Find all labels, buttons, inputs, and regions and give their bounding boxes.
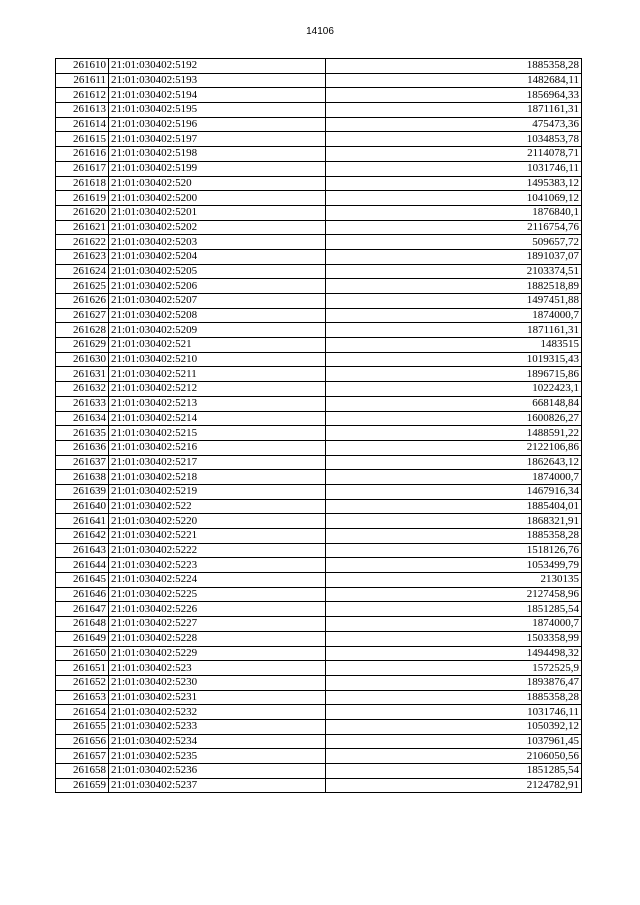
row-number-cell: 261621	[56, 220, 109, 235]
cadastral-number-cell: 21:01:030402:5220	[109, 514, 326, 529]
row-number-cell: 261615	[56, 132, 109, 147]
value-cell: 1874000,7	[326, 617, 582, 632]
cadastral-number-cell: 21:01:030402:5228	[109, 631, 326, 646]
value-cell: 2127458,96	[326, 587, 582, 602]
row-number-cell: 261636	[56, 440, 109, 455]
table-row	[56, 558, 582, 573]
table-row	[56, 264, 582, 279]
cadastral-number-cell: 21:01:030402:523	[109, 661, 326, 676]
table-row	[56, 161, 582, 176]
cadastral-number-cell: 21:01:030402:5203	[109, 235, 326, 250]
table-row	[56, 529, 582, 544]
cadastral-number-cell: 21:01:030402:5198	[109, 147, 326, 162]
value-cell: 1019315,43	[326, 352, 582, 367]
row-number-cell: 261637	[56, 455, 109, 470]
row-number-cell: 261618	[56, 176, 109, 191]
row-number-cell: 261652	[56, 675, 109, 690]
value-cell: 1862643,12	[326, 455, 582, 470]
value-cell: 1896715,86	[326, 367, 582, 382]
row-number-cell: 261650	[56, 646, 109, 661]
value-cell: 1031746,11	[326, 705, 582, 720]
cadastral-number-cell: 21:01:030402:5233	[109, 719, 326, 734]
row-number-cell: 261634	[56, 411, 109, 426]
row-number-cell: 261647	[56, 602, 109, 617]
cadastral-number-cell: 21:01:030402:5208	[109, 308, 326, 323]
value-cell: 668148,84	[326, 396, 582, 411]
value-cell: 1874000,7	[326, 308, 582, 323]
table-row	[56, 675, 582, 690]
row-number-cell: 261633	[56, 396, 109, 411]
table-row	[56, 719, 582, 734]
value-cell: 1572525,9	[326, 661, 582, 676]
value-cell: 1851285,54	[326, 602, 582, 617]
table-row	[56, 499, 582, 514]
cadastral-number-cell: 21:01:030402:5225	[109, 587, 326, 602]
value-cell: 2116754,76	[326, 220, 582, 235]
cadastral-number-cell: 21:01:030402:5229	[109, 646, 326, 661]
table-row	[56, 308, 582, 323]
value-cell: 1856964,33	[326, 88, 582, 103]
table-row	[56, 646, 582, 661]
table-row	[56, 103, 582, 118]
table-row	[56, 352, 582, 367]
value-cell: 1518126,76	[326, 543, 582, 558]
table-row	[56, 470, 582, 485]
row-number-cell: 261624	[56, 264, 109, 279]
table-row	[56, 617, 582, 632]
value-cell: 1022423,1	[326, 382, 582, 397]
value-cell: 1600826,27	[326, 411, 582, 426]
value-cell: 2103374,51	[326, 264, 582, 279]
row-number-cell: 261632	[56, 382, 109, 397]
value-cell: 1882518,89	[326, 279, 582, 294]
cadastral-number-cell: 21:01:030402:5234	[109, 734, 326, 749]
cadastral-number-cell: 21:01:030402:5200	[109, 191, 326, 206]
table-row	[56, 249, 582, 264]
table-row	[56, 88, 582, 103]
value-cell: 1034853,78	[326, 132, 582, 147]
cadastral-number-cell: 21:01:030402:521	[109, 338, 326, 353]
cadastral-number-cell: 21:01:030402:5226	[109, 602, 326, 617]
cadastral-number-cell: 21:01:030402:5212	[109, 382, 326, 397]
value-cell: 1871161,31	[326, 103, 582, 118]
cadastral-number-cell: 21:01:030402:5204	[109, 249, 326, 264]
value-cell: 1483515	[326, 338, 582, 353]
row-number-cell: 261653	[56, 690, 109, 705]
cadastral-number-cell: 21:01:030402:5210	[109, 352, 326, 367]
cadastral-number-cell: 21:01:030402:5232	[109, 705, 326, 720]
cadastral-number-cell: 21:01:030402:5235	[109, 749, 326, 764]
table-body	[56, 59, 582, 793]
row-number-cell: 261639	[56, 484, 109, 499]
table-row	[56, 543, 582, 558]
row-number-cell: 261628	[56, 323, 109, 338]
table-row	[56, 205, 582, 220]
row-number-cell: 261654	[56, 705, 109, 720]
row-number-cell: 261629	[56, 338, 109, 353]
row-number-cell: 261640	[56, 499, 109, 514]
row-number-cell: 261626	[56, 294, 109, 309]
cadastral-number-cell: 21:01:030402:5205	[109, 264, 326, 279]
table-row	[56, 573, 582, 588]
value-cell: 1893876,47	[326, 675, 582, 690]
table-row	[56, 484, 582, 499]
value-cell: 1050392,12	[326, 719, 582, 734]
value-cell: 1874000,7	[326, 470, 582, 485]
table-row	[56, 734, 582, 749]
table-row	[56, 661, 582, 676]
value-cell: 1053499,79	[326, 558, 582, 573]
value-cell: 1031746,11	[326, 161, 582, 176]
table-row	[56, 705, 582, 720]
value-cell: 509657,72	[326, 235, 582, 250]
table-row	[56, 73, 582, 88]
value-cell: 1497451,88	[326, 294, 582, 309]
value-cell: 1891037,07	[326, 249, 582, 264]
table-row	[56, 440, 582, 455]
table-row	[56, 176, 582, 191]
cadastral-number-cell: 21:01:030402:5216	[109, 440, 326, 455]
row-number-cell: 261644	[56, 558, 109, 573]
row-number-cell: 261617	[56, 161, 109, 176]
cadastral-number-cell: 21:01:030402:5214	[109, 411, 326, 426]
row-number-cell: 261651	[56, 661, 109, 676]
row-number-cell: 261611	[56, 73, 109, 88]
cadastral-number-cell: 21:01:030402:5231	[109, 690, 326, 705]
row-number-cell: 261630	[56, 352, 109, 367]
row-number-cell: 261657	[56, 749, 109, 764]
value-cell: 2106050,56	[326, 749, 582, 764]
table-row	[56, 514, 582, 529]
table-row	[56, 602, 582, 617]
row-number-cell: 261635	[56, 426, 109, 441]
table-row	[56, 426, 582, 441]
cadastral-number-cell: 21:01:030402:5224	[109, 573, 326, 588]
table-row	[56, 631, 582, 646]
row-number-cell: 261619	[56, 191, 109, 206]
cadastral-number-cell: 21:01:030402:5222	[109, 543, 326, 558]
row-number-cell: 261622	[56, 235, 109, 250]
value-cell: 2130135	[326, 573, 582, 588]
cadastral-number-cell: 21:01:030402:5219	[109, 484, 326, 499]
table-row	[56, 764, 582, 779]
cadastral-number-cell: 21:01:030402:5217	[109, 455, 326, 470]
value-cell: 1041069,12	[326, 191, 582, 206]
cadastral-number-cell: 21:01:030402:5207	[109, 294, 326, 309]
table-row	[56, 367, 582, 382]
cadastral-number-cell: 21:01:030402:5193	[109, 73, 326, 88]
cadastral-number-cell: 21:01:030402:5218	[109, 470, 326, 485]
data-table	[55, 58, 582, 793]
table-row	[56, 279, 582, 294]
cadastral-number-cell: 21:01:030402:5237	[109, 778, 326, 793]
table-row	[56, 338, 582, 353]
table-row	[56, 220, 582, 235]
value-cell: 1885404,01	[326, 499, 582, 514]
cadastral-number-cell: 21:01:030402:5211	[109, 367, 326, 382]
table-row	[56, 778, 582, 793]
row-number-cell: 261641	[56, 514, 109, 529]
table-row	[56, 323, 582, 338]
value-cell: 2114078,71	[326, 147, 582, 162]
row-number-cell: 261614	[56, 117, 109, 132]
value-cell: 1868321,91	[326, 514, 582, 529]
row-number-cell: 261627	[56, 308, 109, 323]
table-row	[56, 382, 582, 397]
table-row	[56, 587, 582, 602]
cadastral-number-cell: 21:01:030402:5202	[109, 220, 326, 235]
row-number-cell: 261631	[56, 367, 109, 382]
value-cell: 1503358,99	[326, 631, 582, 646]
cadastral-number-cell: 21:01:030402:5195	[109, 103, 326, 118]
value-cell: 2124782,91	[326, 778, 582, 793]
cadastral-number-cell: 21:01:030402:5227	[109, 617, 326, 632]
row-number-cell: 261625	[56, 279, 109, 294]
value-cell: 1851285,54	[326, 764, 582, 779]
row-number-cell: 261659	[56, 778, 109, 793]
row-number-cell: 261648	[56, 617, 109, 632]
row-number-cell: 261655	[56, 719, 109, 734]
table-row	[56, 690, 582, 705]
cadastral-number-cell: 21:01:030402:5215	[109, 426, 326, 441]
value-cell: 2122106,86	[326, 440, 582, 455]
cadastral-number-cell: 21:01:030402:5197	[109, 132, 326, 147]
value-cell: 1885358,28	[326, 690, 582, 705]
cadastral-number-cell: 21:01:030402:5236	[109, 764, 326, 779]
cadastral-number-cell: 21:01:030402:5209	[109, 323, 326, 338]
cadastral-number-cell: 21:01:030402:5201	[109, 205, 326, 220]
row-number-cell: 261612	[56, 88, 109, 103]
row-number-cell: 261638	[56, 470, 109, 485]
row-number-cell: 261642	[56, 529, 109, 544]
cadastral-number-cell: 21:01:030402:5199	[109, 161, 326, 176]
row-number-cell: 261649	[56, 631, 109, 646]
row-number-cell: 261623	[56, 249, 109, 264]
value-cell: 1885358,28	[326, 529, 582, 544]
cadastral-number-cell: 21:01:030402:5196	[109, 117, 326, 132]
table-row	[56, 749, 582, 764]
table-row	[56, 132, 582, 147]
cadastral-number-cell: 21:01:030402:520	[109, 176, 326, 191]
table-row	[56, 117, 582, 132]
row-number-cell: 261620	[56, 205, 109, 220]
table-row	[56, 396, 582, 411]
row-number-cell: 261656	[56, 734, 109, 749]
cadastral-number-cell: 21:01:030402:5206	[109, 279, 326, 294]
value-cell: 1488591,22	[326, 426, 582, 441]
value-cell: 1871161,31	[326, 323, 582, 338]
cadastral-number-cell: 21:01:030402:522	[109, 499, 326, 514]
value-cell: 1467916,34	[326, 484, 582, 499]
row-number-cell: 261613	[56, 103, 109, 118]
table-row	[56, 147, 582, 162]
value-cell: 1885358,28	[326, 59, 582, 74]
row-number-cell: 261658	[56, 764, 109, 779]
table-row	[56, 191, 582, 206]
cadastral-number-cell: 21:01:030402:5194	[109, 88, 326, 103]
row-number-cell: 261643	[56, 543, 109, 558]
table-row	[56, 411, 582, 426]
cadastral-number-cell: 21:01:030402:5223	[109, 558, 326, 573]
table-row	[56, 294, 582, 309]
cadastral-number-cell: 21:01:030402:5221	[109, 529, 326, 544]
row-number-cell: 261610	[56, 59, 109, 74]
value-cell: 1495383,12	[326, 176, 582, 191]
table-row	[56, 59, 582, 74]
table-row	[56, 235, 582, 250]
value-cell: 1037961,45	[326, 734, 582, 749]
page-number: 14106	[306, 26, 334, 37]
value-cell: 1876840,1	[326, 205, 582, 220]
value-cell: 475473,36	[326, 117, 582, 132]
row-number-cell: 261616	[56, 147, 109, 162]
cadastral-number-cell: 21:01:030402:5192	[109, 59, 326, 74]
row-number-cell: 261645	[56, 573, 109, 588]
row-number-cell: 261646	[56, 587, 109, 602]
table-row	[56, 455, 582, 470]
cadastral-number-cell: 21:01:030402:5230	[109, 675, 326, 690]
value-cell: 1494498,32	[326, 646, 582, 661]
cadastral-number-cell: 21:01:030402:5213	[109, 396, 326, 411]
value-cell: 1482684,11	[326, 73, 582, 88]
